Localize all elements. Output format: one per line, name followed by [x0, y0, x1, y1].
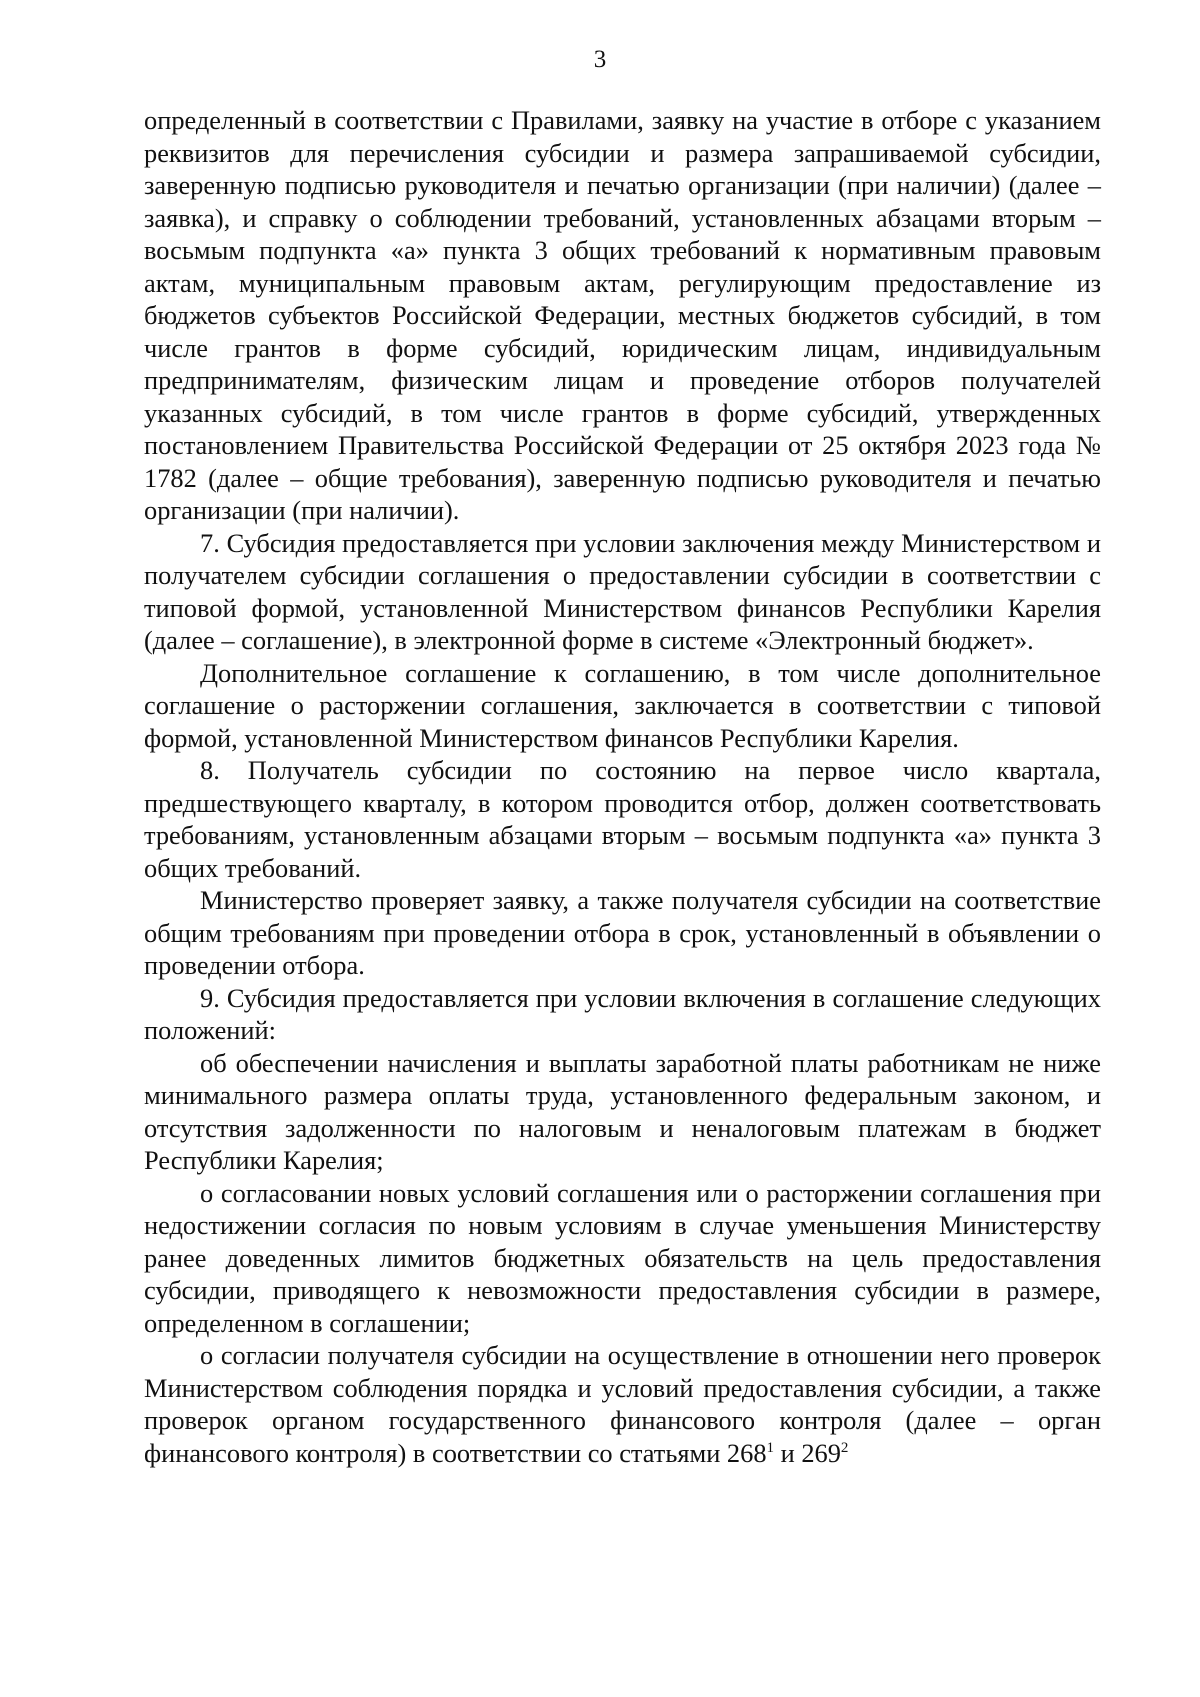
superscript-1: 1: [766, 1439, 775, 1456]
paragraph-ministry-check: Министерство проверяет заявку, а также получателя субсидии на соответствие общим требованиям при проведении отбора в срок, установленный в объявлении о проведении отбора.: [144, 885, 1101, 980]
paragraph-item-7: 7. Субсидия предоставляется при условии заключения между Министерством и получателем субсидии соглашения о предоставлении субсидии в соответствии с типовой формой, установленной Министерством финансов Республики Карелия (далее – соглашение), в электронной форме в системе «Электронный бюджет».: [144, 527, 1101, 655]
paragraph-continuation: определенный в соответствии с Правилами, заявку на участие в отборе с указанием реквизитов для перечисления субсидии и размера запрашиваемой субсидии, заверенную подписью руководителя и печатью организации (при наличии) (далее – заявка), и справку о соблюдении требований, установленных абзацами вторым – восьмым подпункта «а» пункта 3 общих требований к нормативным правовым актам, муниципальным правовым актам, регулирующим предоставление из бюджетов субъектов Российской Федерации, местных бюджетов субсидий, в том числе грантов в форме субсидий, юридическим лицам, индивидуальным предпринимателям, физическим лицам и проведение отборов получателей указанных субсидий, в том числе грантов в форме субсидий, утвержденных постановлением Правительства Российской Федерации от 25 октября 2023 года № 1782 (далее – общие требования), заверенную подписью руководителя и печатью организации (при наличии).: [144, 105, 1101, 525]
page-number: 3: [593, 46, 607, 73]
paragraph-additional-agreement: Дополнительное соглашение к соглашению, в том числе дополнительное соглашение о расторжении соглашения, заключается в соответствии с типовой формой, установленной Министерством финансов Республики Карелия.: [144, 657, 1101, 753]
superscript-2: 2: [840, 1439, 849, 1456]
paragraph-wages: об обеспечении начисления и выплаты заработной платы работникам не ниже минимального размера оплаты труда, установленного федеральным законом, и отсутствия задолженности по налоговым и неналоговым платежам в бюджет Республики Карелия;: [144, 1047, 1101, 1175]
inspections-and: и 269: [774, 1437, 841, 1468]
paragraph-item-8: 8. Получатель субсидии по состоянию на первое число квартала, предшествующего кварталу, в котором проводится отбор, должен соответствовать требованиям, установленным абзацами вторым – восьмым подпункта «а» пункта 3 общих требований.: [144, 755, 1101, 883]
paragraph-inspections: [144, 1339, 1101, 1469]
paragraph-item-9: 9. Субсидия предоставляется при условии включения в соглашение следующих положений:: [144, 982, 1101, 1045]
inspections-text: о согласии получателя субсидии на осуществление в отношении него проверок Министерством соблюдения порядка и условий предоставления субсидии, а также проверок органом государственного финансового контроля (далее – орган финансового контроля) в соответствии со статьями 268: [144, 1340, 1101, 1468]
document-body: [144, 104, 1101, 1469]
paragraph-new-conditions: о согласовании новых условий соглашения или о расторжении соглашения при недостижении согласия по новым условиям в случае уменьшения Министерству ранее доведенных лимитов бюджетных обязательств на цель предоставления субсидии, приводящего к невозможности предоставления субсидии в размере, определенном в соглашении;: [144, 1177, 1101, 1338]
